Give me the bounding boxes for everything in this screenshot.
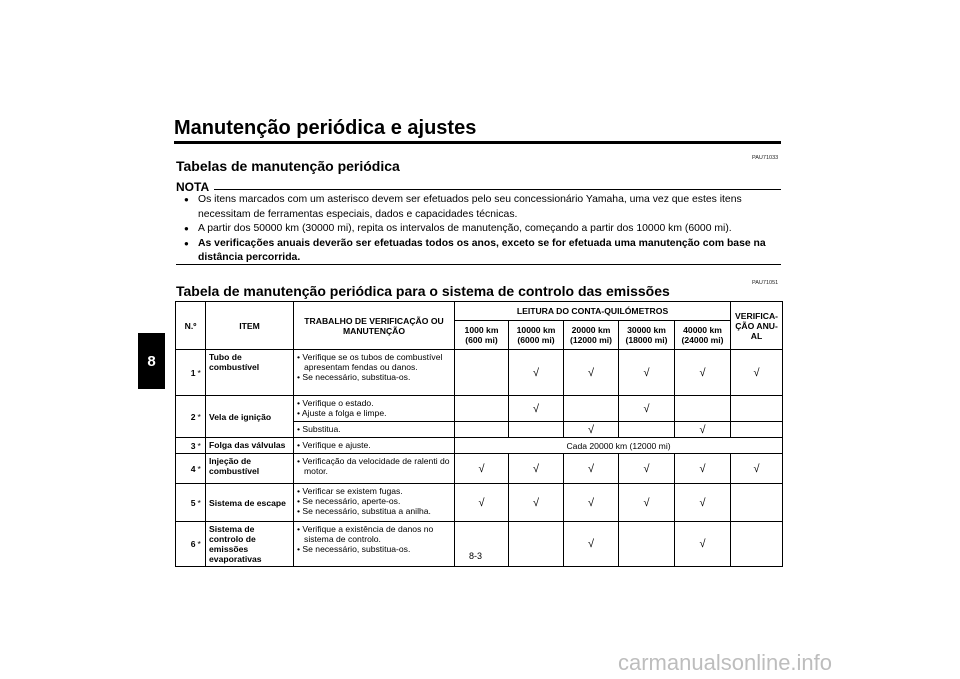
- check-cell: √: [675, 350, 731, 396]
- check-cell: √: [731, 350, 783, 396]
- check-cell: [619, 522, 675, 567]
- check-cell: √: [675, 484, 731, 522]
- note-item: ● A partir dos 50000 km (30000 mi), repita os intervalos de manutenção, começando a partir dos 10000 km (6000 mi).: [184, 222, 782, 237]
- page-number: 8-3: [469, 551, 483, 561]
- work-description: • Verifique e ajuste.: [294, 438, 455, 454]
- check-cell: √: [675, 454, 731, 484]
- title-rule: [174, 141, 781, 144]
- item-name: Vela de ignição: [206, 396, 294, 438]
- check-cell: √: [455, 454, 509, 484]
- table-row: [176, 350, 783, 396]
- row-number: 6: [176, 522, 197, 567]
- check-cell: [564, 396, 619, 422]
- check-cell: √: [675, 522, 731, 567]
- check-cell: [731, 484, 783, 522]
- table-row: [176, 396, 783, 422]
- check-cell: √: [619, 350, 675, 396]
- work-description: • Verificação da velocidade de ralenti do motor.: [294, 454, 455, 484]
- table-row: [176, 438, 783, 454]
- asterisk: *: [197, 454, 206, 484]
- check-cell: √: [509, 454, 564, 484]
- header-interval: 30000 km (18000 mi): [619, 321, 675, 350]
- nota-rule: [214, 189, 781, 190]
- row-number: 3: [176, 438, 197, 454]
- check-cell: [455, 396, 509, 422]
- note-item: ● As verificações anuais deverão ser efetuadas todos os anos, exceto se for efetuada uma manutenção com base na distância percorrida.: [184, 237, 782, 266]
- check-cell: √: [619, 454, 675, 484]
- table-row: [176, 454, 783, 484]
- item-name: Injeção de combustível: [206, 454, 294, 484]
- check-cell: √: [455, 484, 509, 522]
- header-interval: 20000 km (12000 mi): [564, 321, 619, 350]
- section-heading: Tabelas de manutenção periódica: [176, 158, 400, 174]
- work-description: • Verifique o estado. • Ajuste a folga e limpe.: [294, 396, 455, 422]
- section-code: PAU71033: [752, 155, 779, 161]
- check-cell: √: [564, 522, 619, 567]
- check-cell: √: [731, 454, 783, 484]
- asterisk: *: [197, 484, 206, 522]
- header-interval: 10000 km (6000 mi): [509, 321, 564, 350]
- work-description: • Substitua.: [294, 422, 455, 438]
- asterisk: *: [197, 522, 206, 567]
- nota-label: NOTA: [176, 180, 210, 194]
- check-cell: [509, 522, 564, 567]
- check-cell: [731, 522, 783, 567]
- check-cell: [455, 422, 509, 438]
- item-name: Tubo de combustível: [206, 350, 294, 396]
- check-cell: [509, 422, 564, 438]
- chapter-tab: 8: [138, 333, 165, 389]
- note-item: ● Os itens marcados com um asterisco devem ser efetuados pelo seu concessionário Yamaha, uma vez que estes itens necessitam de ferramentas especiais, dados e capacidades técnicas.: [184, 193, 782, 222]
- item-name: Folga das válvulas: [206, 438, 294, 454]
- watermark: carmanualsonline.info: [618, 650, 833, 675]
- row-number: 5: [176, 484, 197, 522]
- table-row: [176, 484, 783, 522]
- asterisk: *: [197, 396, 206, 438]
- work-description: • Verifique se os tubos de combustível apresentam fendas ou danos. • Se necessário, substitua-os.: [294, 350, 455, 396]
- header-work: TRABALHO DE VERIFICAÇÃO OU MANUTENÇÃO: [294, 302, 455, 350]
- check-cell: √: [564, 350, 619, 396]
- check-cell: √: [509, 350, 564, 396]
- check-cell: √: [564, 422, 619, 438]
- asterisk: *: [197, 438, 206, 454]
- check-cell: √: [619, 396, 675, 422]
- row-number: 1: [176, 350, 197, 396]
- section-code: PAU71051: [752, 280, 779, 286]
- check-cell: [731, 396, 783, 422]
- maintenance-table: [175, 301, 783, 567]
- work-description: • Verificar se existem fugas. • Se necessário, aperte-os. • Se necessário, substitua a anilha.: [294, 484, 455, 522]
- section-heading: Tabela de manutenção periódica para o sistema de controlo das emissões: [176, 283, 670, 299]
- check-cell: [675, 396, 731, 422]
- check-cell: [731, 422, 783, 438]
- header-interval: 40000 km (24000 mi): [675, 321, 731, 350]
- header-item: ITEM: [206, 302, 294, 350]
- check-cell: √: [675, 422, 731, 438]
- check-cell: [455, 350, 509, 396]
- check-cell: √: [564, 484, 619, 522]
- page-title: Manutenção periódica e ajustes: [174, 117, 477, 139]
- row-number: 2: [176, 396, 197, 438]
- notes-list: [184, 193, 782, 266]
- check-cell: [619, 422, 675, 438]
- header-num: N.º: [176, 302, 206, 350]
- header-reading: LEITURA DO CONTA-QUILÓMETROS: [455, 302, 731, 321]
- work-description: • Verifique a existência de danos no sistema de controlo. • Se necessário, substitua-os.: [294, 522, 455, 567]
- header-annual: VERIFICA-ÇÃO ANU-AL: [731, 302, 783, 350]
- check-cell: √: [509, 484, 564, 522]
- check-cell: √: [509, 396, 564, 422]
- row-number: 4: [176, 454, 197, 484]
- check-cell: √: [564, 454, 619, 484]
- item-name: Sistema de escape: [206, 484, 294, 522]
- item-name: Sistema de controlo de emissões evaporativas: [206, 522, 294, 567]
- notes-rule: [176, 264, 781, 265]
- header-interval: 1000 km (600 mi): [455, 321, 509, 350]
- interval-span-cell: Cada 20000 km (12000 mi): [455, 438, 783, 454]
- asterisk: *: [197, 350, 206, 396]
- check-cell: √: [619, 484, 675, 522]
